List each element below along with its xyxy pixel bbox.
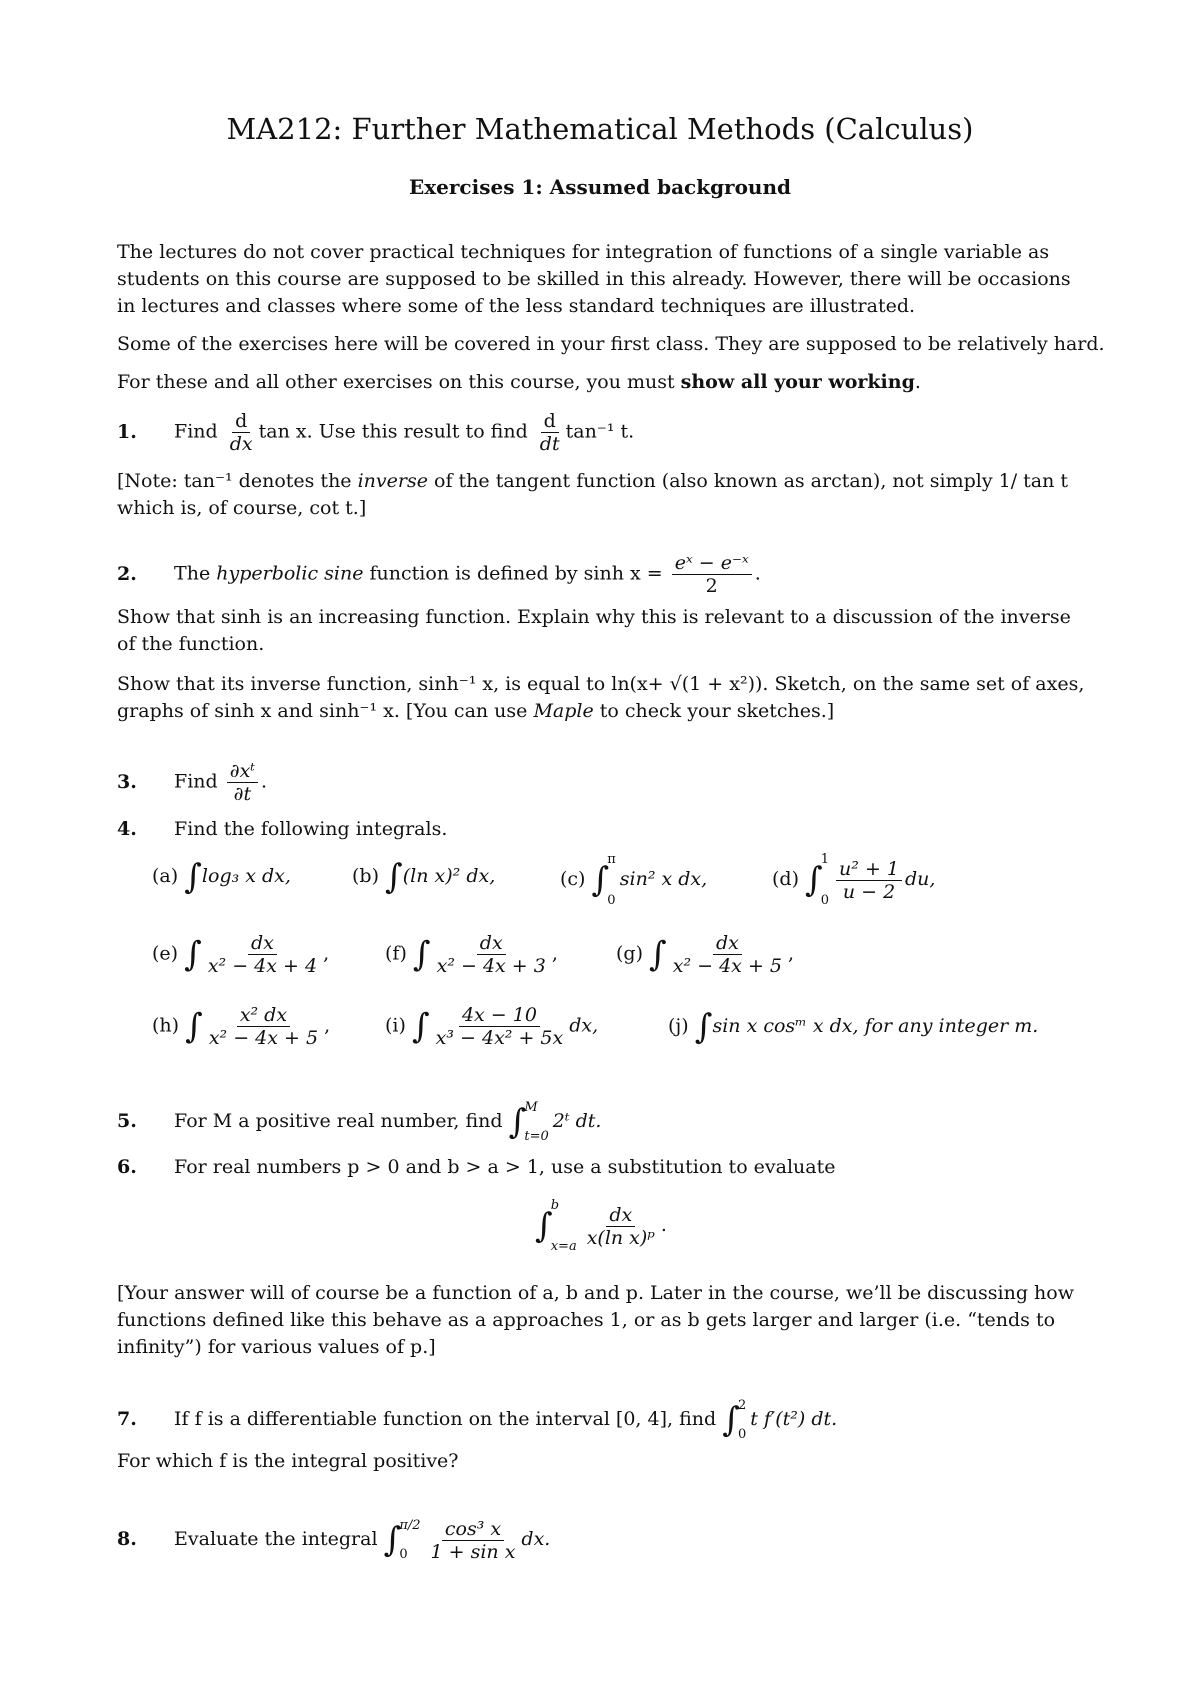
q5-upper: M (524, 1100, 538, 1115)
q4-h-fraction (206, 1004, 321, 1049)
q4-g-den: x² − 4x + 5 (672, 955, 782, 977)
q6-text: For real numbers p > 0 and b > a > 1, use a substitution to evaluate (174, 1156, 836, 1178)
integral-sign: ∫ (385, 857, 403, 897)
q4-text: Find the following integrals. (174, 818, 448, 840)
q8-post: dx. (521, 1528, 551, 1550)
q2-frac-num: eˣ − e⁻ˣ (672, 552, 752, 575)
q1-tan-inv: tan⁻¹ t. (565, 420, 635, 443)
q4-c-upper: π (607, 852, 616, 867)
question-1 (117, 410, 1083, 455)
q4-f-den: x² − 4x + 3 (436, 955, 546, 977)
question-3: 3. Find $\frac{\text{∂xᵗ}}{\partial t}$ . (117, 760, 268, 805)
q4-h: (h) ∫ $\frac{\text{x² dx}}{\text{x² − 4x + 5}}$ , (152, 1004, 331, 1049)
q3-den: ∂t (233, 783, 252, 805)
intro-paragraph-2: Some of the exercises here will be covered in your first class. They are supposed to be relatively hard. (117, 333, 1105, 355)
page-subtitle: Exercises 1: Assumed background (409, 175, 791, 199)
q4-d-fraction (836, 858, 902, 903)
q5-pre: For M a positive real number, find (174, 1110, 503, 1132)
q4-a (152, 857, 291, 897)
q3-find: Find (174, 770, 218, 793)
q1-note-line-1 (117, 468, 1083, 495)
q1-tan-x: tan x (258, 420, 307, 443)
q4-i-post: dx, (569, 1014, 599, 1037)
integral-sign: ∫ (184, 934, 202, 975)
q6-integral: ∫ b x=a $\frac{dx}{\text{x(ln x)ᵖ}}$ . (535, 1198, 667, 1254)
q4-a-body: log₃ x dx, (201, 865, 291, 887)
q8-upper: π/2 (399, 1518, 421, 1533)
q4-j-body: sin x cosᵐ x dx, for any integer m. (712, 1015, 1039, 1037)
q6-fraction (584, 1204, 658, 1249)
q8-num: cos³ x (442, 1518, 504, 1541)
q4-e-den: x² − 4x + 4 (207, 955, 318, 977)
q4-d-lower: 0 (820, 893, 830, 908)
q8-lower: 0 (399, 1547, 408, 1562)
q4-d (772, 852, 935, 908)
q1-dx: dx (229, 433, 253, 455)
integral-sign: ∫ (184, 857, 202, 897)
q7-pre: If f is a differentiable function on the interval [0, 4], find (174, 1408, 717, 1430)
q2-fraction (672, 552, 752, 597)
q4-f-fraction (434, 932, 549, 977)
q1-dt: dt (539, 433, 560, 455)
q7-limits (738, 1392, 746, 1448)
q4-a-label: (a) (152, 865, 179, 887)
q1-derivative-x (227, 410, 256, 455)
integral-sign: ∫ (412, 934, 431, 975)
q4-b-body: (ln x)² dx, (402, 865, 496, 887)
q4-c-limits (607, 852, 616, 908)
q4-c-body: sin² x dx, (619, 868, 708, 890)
q2-pre: The (174, 562, 211, 585)
intro-line-1: The lectures do not cover practical techniques for integration of functions of a single variable as (117, 241, 1050, 263)
page-title: MA212: Further Mathematical Methods (Calculus) (226, 112, 974, 146)
q1-use: . Use this result to find (306, 420, 528, 443)
q8-pre: Evaluate the integral (174, 1528, 378, 1550)
q2-frac-den: 2 (705, 575, 718, 597)
q4-f-num: dx (477, 932, 506, 955)
question-7 (117, 1392, 1083, 1448)
q1-note-b: of the tangent function (also known as arctan), not simply 1/ tan t (434, 470, 1069, 492)
intro-p3-emphasis: show all your working (680, 371, 915, 393)
q4-b (352, 857, 496, 897)
q5-limits (524, 1094, 548, 1150)
q1-derivative-t (537, 410, 563, 455)
question-2: 2. The hyperbolic sine function is defined by sinh x = $\frac{\text{eˣ − e⁻ˣ}}{2}$ . (117, 552, 761, 597)
q6-number: 6. (117, 1156, 137, 1178)
q2-number: 2. (117, 562, 137, 585)
q6-note-line-1: [Your answer will of course be a function of a, b and p. Later in the course, we’ll be discussing how (117, 1282, 1074, 1304)
q4-i-fraction (433, 1004, 567, 1049)
q4-e-fraction (205, 932, 320, 977)
q4-d-label: (d) (772, 868, 799, 890)
q8-number: 8. (117, 1528, 137, 1550)
q7-upper: 2 (737, 1398, 747, 1413)
q4-d-limits (821, 852, 829, 908)
q2-line-3: of the function. (117, 633, 265, 655)
q8-limits (399, 1512, 420, 1568)
intro-p3-text: For these and all other exercises on this course, you must (117, 371, 675, 393)
integral-sign: ∫ (508, 1102, 527, 1142)
q4-e: (e) ∫ $\frac{dx}{\text{x² − 4x + 4}}$ , (152, 932, 330, 977)
integral-sign: ∫ (722, 1400, 740, 1440)
q4-d-den: u − 2 (842, 880, 896, 903)
q6-upper: b (550, 1198, 560, 1213)
q4-i (385, 1004, 598, 1049)
q1-d: d (232, 410, 250, 433)
q4-number: 4. (117, 818, 137, 840)
intro-line-2: students on this course are supposed to be skilled in this already. However, there will be occasions (117, 268, 1071, 290)
q4-h-den: x² − 4x + 5 (208, 1027, 319, 1049)
q8-den: 1 + sin x (430, 1540, 516, 1563)
q2-hyperbolic-sine: hyperbolic sine (216, 562, 364, 585)
q5-number: 5. (117, 1110, 137, 1132)
q7-lower: 0 (737, 1427, 747, 1442)
q2-line-5 (117, 698, 1083, 725)
q3-partial (227, 760, 258, 805)
q7-body: t f′(t²) dt. (750, 1408, 838, 1430)
q2-l5-post: to check your sketches.] (599, 700, 835, 722)
q4-g: (g) ∫ $\frac{dx}{\text{x² − 4x + 5}}$ , (616, 932, 795, 977)
q8-fraction (428, 1518, 519, 1563)
q1-d2: d (541, 410, 559, 433)
integral-sign: ∫ (649, 934, 667, 975)
integral-sign: ∫ (591, 860, 610, 900)
q5-lower: t=0 (524, 1129, 549, 1144)
q2-l5-pre: graphs of sinh x and sinh⁻¹ x. [You can use (117, 700, 528, 722)
q4-f: (f) ∫ $\frac{dx}{\text{x² − 4x + 3}}$ , (385, 932, 558, 977)
q4-g-fraction (670, 932, 785, 977)
question-4 (117, 816, 1083, 843)
question-5 (117, 1094, 1083, 1150)
q1-note-inverse: inverse (357, 470, 428, 492)
q4-c-lower: 0 (607, 893, 616, 908)
q5-body: 2ᵗ dt. (552, 1110, 602, 1132)
q6-num: dx (606, 1204, 635, 1227)
q6-den: x(ln x)ᵖ (586, 1226, 655, 1249)
integral-sign: ∫ (383, 1520, 402, 1560)
q4-c (560, 852, 707, 908)
q4-d-upper: 1 (820, 852, 830, 867)
q2-definition: function is defined by sinh x = (369, 562, 663, 585)
integral-sign: ∫ (411, 1006, 430, 1047)
q4-g-label: (g) (616, 942, 643, 965)
question-6 (117, 1154, 1083, 1181)
q4-d-post: du, (905, 868, 936, 890)
integral-sign: ∫ (694, 1007, 713, 1047)
q3-number: 3. (117, 770, 137, 793)
q4-c-label: (c) (560, 868, 586, 890)
q1-find: Find (174, 420, 218, 443)
q7-line-2: For which f is the integral positive? (117, 1450, 459, 1472)
q4-e-num: dx (248, 932, 277, 955)
q4-i-den: x³ − 4x² + 5x (435, 1027, 564, 1049)
q4-d-num: u² + 1 (836, 858, 902, 881)
q4-h-label: (h) (152, 1014, 180, 1037)
question-8 (117, 1512, 1083, 1568)
q1-note-a: [Note: tan⁻¹ denotes the (117, 470, 352, 492)
q4-i-label: (i) (385, 1014, 406, 1037)
integral-sign: ∫ (805, 860, 823, 900)
integral-sign: ∫ (535, 1206, 553, 1246)
q4-h-num: x² dx (237, 1004, 290, 1027)
integral-sign: ∫ (185, 1006, 203, 1047)
q6-note-line-2: functions defined like this behave as a approaches 1, or as b gets larger and larger (i.e. “tends to (117, 1309, 1056, 1331)
q2-line-4: Show that its inverse function, sinh⁻¹ x, is equal to ln(x+ √(1 + x²)). Sketch, on the same set of axes, (117, 673, 1085, 695)
q2-maple: Maple (533, 700, 594, 722)
q6-note-line-3: infinity”) for various values of p.] (117, 1336, 436, 1358)
q1-note-line-2: which is, of course, cot t.] (117, 497, 367, 519)
q4-g-num: dx (713, 932, 742, 955)
q4-j-label: (j) (668, 1015, 689, 1037)
intro-p3-end: . (914, 371, 921, 393)
q4-j (668, 1007, 1039, 1047)
q1-number: 1. (117, 420, 137, 443)
q6-limits (551, 1198, 577, 1254)
q2-line-2: Show that sinh is an increasing function. Explain why this is relevant to a discussion of the inverse (117, 606, 1071, 628)
q7-number: 7. (117, 1408, 137, 1430)
q6-lower: x=a (550, 1239, 577, 1254)
intro-line-3: in lectures and classes where some of the less standard techniques are illustrated. (117, 295, 916, 317)
intro-paragraph-3 (117, 369, 1083, 396)
q4-b-label: (b) (352, 865, 379, 887)
q3-num: ∂xᵗ (227, 760, 258, 783)
q4-i-num: 4x − 10 (459, 1004, 540, 1027)
q4-f-label: (f) (385, 942, 407, 965)
q4-e-label: (e) (152, 942, 179, 965)
